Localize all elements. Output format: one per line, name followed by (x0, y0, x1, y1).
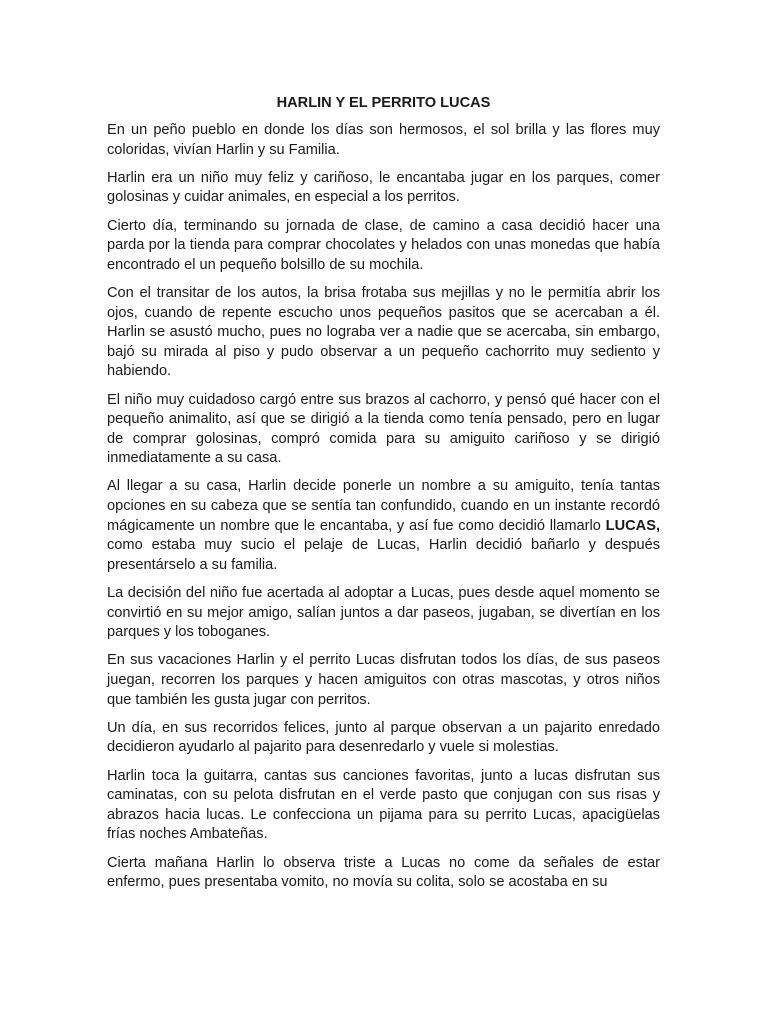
paragraph: Harlin era un niño muy feliz y cariñoso, le encantaba jugar en los parques, comer golosinas y cuidar animales, en especial a los perritos. (107, 169, 660, 206)
paragraph: El niño muy cuidadoso cargó entre sus brazos al cachorro, y pensó qué hacer con el pequeño animalito, así que se dirigió a la tienda como tenía pensado, pero en lugar de comprar golosinas, compró comida para su amiguito cariñoso y se dirigió inmediatamente a su casa. (107, 391, 660, 467)
paragraph: Con el transitar de los autos, la brisa frotaba sus mejillas y no le permitía abrir los ojos, cuando de repente escucho unos pequeños pasitos que se acercaban a él. Harlin se asustó mucho, pues no lograba ver a nadie que se acercaba, sin embargo, bajó su mirada al piso y pudo observar a un pequeño cachorrito muy sediento y habiendo. (107, 284, 660, 380)
paragraph: La decisión del niño fue acertada al adoptar a Lucas, pues desde aquel momento se convirtió en su mejor amigo, salían juntos a dar paseos, jugaban, se divertían en los parques y los toboganes. (107, 585, 660, 641)
document-title: HARLIN Y EL PERRITO LUCAS (276, 95, 491, 111)
dog-name-bold: LUCAS, (605, 517, 660, 534)
paragraph-text: Al llegar a su casa, Harlin decide ponerle un nombre a su amiguito, tenía tantas opciones en su cabeza que se sentía tan confundido, cuando en un instante recordó mágicamente un nombre que le encantaba, y así fue como decidió llamarlo (107, 478, 660, 534)
paragraph: En un peño pueblo en donde los días son hermosos, el sol brilla y las flores muy coloridas, vivían Harlin y su Familia. (107, 122, 660, 158)
paragraph: Cierto día, terminando su jornada de clase, de camino a casa decidió hacer una parda por la tienda para comprar chocolates y helados con unas monedas que había encontrado el un pequeño bolsillo de su mochila. (107, 217, 660, 273)
paragraph: Harlin toca la guitarra, cantas sus canciones favoritas, junto a lucas disfrutan sus caminatas, con su pelota disfrutan en el verde pasto que conjugan con sus risas y abrazos hacia lucas. Le confecciona un pijama para su perrito Lucas, apacigüelas frías noches Ambateñas. (107, 767, 660, 843)
document-body (107, 94, 660, 901)
paragraph: Un día, en sus recorridos felices, junto al parque observan a un pajarito enredado decidieron ayudarlo al pajarito para desenredarlo y vuele si molestias. (107, 719, 660, 756)
paragraph-text: como estaba muy sucio el pelaje de Lucas, Harlin decidió bañarlo y después presentárselo a su familia. (107, 537, 660, 573)
paragraph-with-name (107, 477, 660, 575)
paragraph: Cierta mañana Harlin lo observa triste a Lucas no come da señales de estar enfermo, pues presentaba vomito, no movía su colita, solo se acostaba en su (107, 854, 660, 891)
paragraph: En sus vacaciones Harlin y el perrito Lucas disfrutan todos los días, de sus paseos juegan, recorren los parques y hacen amiguitos con otras mascotas, y otros niños que también les gusta jugar con perritos. (107, 652, 660, 708)
